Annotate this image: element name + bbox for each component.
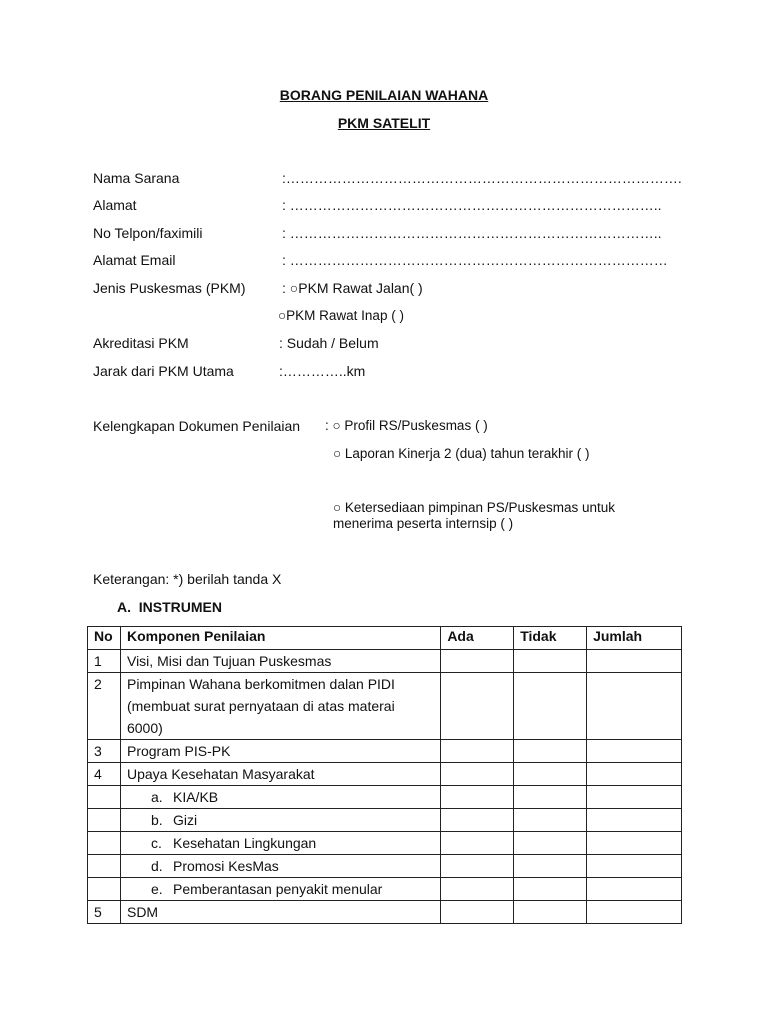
row-no (88, 878, 121, 901)
sub-letter: a. (150, 789, 163, 805)
cell-ada[interactable] (441, 832, 514, 855)
kelengkapan-label: Kelengkapan Dokumen Penilaian (93, 418, 301, 434)
field-value-rawat-inap: ○PKM Rawat Inap ( ) (278, 308, 404, 323)
row-text (120, 855, 440, 878)
table-row (88, 809, 682, 832)
cell-tidak[interactable] (514, 650, 587, 673)
cell-tidak[interactable] (514, 832, 587, 855)
cell-jumlah[interactable] (587, 740, 682, 763)
table-row (88, 901, 682, 924)
sub-letter: b. (150, 812, 163, 828)
instrumen-table (87, 626, 682, 924)
field-value-rawat-jalan: : ○PKM Rawat Jalan( ) (282, 280, 423, 296)
cell-ada[interactable] (441, 740, 514, 763)
sub-letter: d. (150, 858, 163, 874)
row-no: 1 (88, 650, 121, 673)
kelengkapan-pimpinan: ○ Ketersediaan pimpinan PS/Puskesmas untuk (333, 500, 616, 515)
cell-ada[interactable] (441, 878, 514, 901)
cell-tidak[interactable] (514, 673, 587, 740)
sub-letter: c. (150, 835, 162, 851)
section-title: INSTRUMEN (138, 599, 223, 615)
row-no (88, 809, 121, 832)
sub-text: Kesehatan Lingkungan (172, 835, 317, 851)
cell-tidak[interactable] (514, 786, 587, 809)
field-value-jarak: :…………..km (279, 363, 366, 379)
cell-tidak[interactable] (514, 878, 587, 901)
cell-jumlah[interactable] (587, 855, 682, 878)
row-text: Program PIS-PK (120, 740, 440, 763)
row-text (120, 673, 440, 740)
cell-tidak[interactable] (514, 763, 587, 786)
field-label-telpon: No Telpon/faximili (93, 225, 203, 241)
cell-ada[interactable] (441, 855, 514, 878)
row-no: 2 (88, 673, 121, 740)
kelengkapan-laporan: ○ Laporan Kinerja 2 (dua) tahun terakhir ( ) (333, 446, 590, 461)
row-no (88, 832, 121, 855)
header-tidak: Tidak (514, 627, 587, 650)
cell-jumlah[interactable] (587, 763, 682, 786)
table-header-row (88, 627, 682, 650)
table-row (88, 855, 682, 878)
cell-ada[interactable] (441, 809, 514, 832)
row-text (120, 809, 440, 832)
header-jumlah: Jumlah (587, 627, 682, 650)
cell-ada[interactable] (441, 673, 514, 740)
cell-jumlah[interactable] (587, 878, 682, 901)
header-no: No (88, 627, 121, 650)
document-title: BORANG PENILAIAN WAHANA (279, 87, 489, 103)
row-no: 4 (88, 763, 121, 786)
row-text: SDM (120, 901, 440, 924)
row-text: Visi, Misi dan Tujuan Puskesmas (120, 650, 440, 673)
sub-text: Promosi KesMas (172, 858, 279, 874)
sub-letter: e. (150, 881, 163, 897)
row-no: 3 (88, 740, 121, 763)
row-text (120, 832, 440, 855)
field-label-alamat: Alamat (93, 197, 137, 213)
header-komponen: Komponen Penilaian (120, 627, 440, 650)
row-text-line2: (membuat surat pernyataan di atas materai (126, 698, 395, 714)
section-letter: A. (117, 599, 131, 615)
field-value-alamat: : …………………………………………………………………….. (282, 197, 662, 213)
field-value-akreditasi: : Sudah / Belum (279, 335, 379, 351)
row-no (88, 786, 121, 809)
field-label-akreditasi: Akreditasi PKM (93, 335, 189, 351)
row-text (120, 786, 440, 809)
field-value-nama-sarana: :…………………………………………………………………………. (282, 170, 682, 186)
table-row (88, 878, 682, 901)
table-row (88, 673, 682, 740)
table-row (88, 763, 682, 786)
cell-ada[interactable] (441, 650, 514, 673)
row-text-line3: 6000) (126, 720, 163, 736)
cell-jumlah[interactable] (587, 809, 682, 832)
field-label-jenis-puskesmas: Jenis Puskesmas (PKM) (93, 280, 246, 296)
document-subtitle: PKM SATELIT (337, 115, 431, 131)
cell-jumlah[interactable] (587, 901, 682, 924)
cell-tidak[interactable] (514, 740, 587, 763)
cell-tidak[interactable] (514, 855, 587, 878)
field-value-email: : ……………………………………………………………………… (282, 252, 668, 268)
cell-tidak[interactable] (514, 901, 587, 924)
field-label-email: Alamat Email (93, 252, 176, 268)
table-row (88, 740, 682, 763)
field-value-telpon: : …………………………………………………………………….. (282, 225, 662, 241)
row-no: 5 (88, 901, 121, 924)
cell-jumlah[interactable] (587, 832, 682, 855)
section-heading (117, 599, 222, 615)
table-row (88, 650, 682, 673)
sub-text: Pemberantasan penyakit menular (172, 881, 383, 897)
sub-text: Gizi (172, 812, 198, 828)
row-no (88, 855, 121, 878)
row-text: Upaya Kesehatan Masyarakat (120, 763, 440, 786)
field-label-nama-sarana: Nama Sarana (93, 170, 180, 186)
cell-ada[interactable] (441, 786, 514, 809)
cell-jumlah[interactable] (587, 673, 682, 740)
kelengkapan-profil: : ○ Profil RS/Puskesmas ( ) (325, 418, 488, 433)
field-label-jarak: Jarak dari PKM Utama (93, 363, 234, 379)
cell-jumlah[interactable] (587, 786, 682, 809)
header-ada: Ada (441, 627, 514, 650)
kelengkapan-pimpinan-cont: menerima peserta internsip ( ) (333, 516, 514, 531)
row-text-line1: Pimpinan Wahana berkomitmen dalan PIDI (126, 676, 395, 692)
cell-tidak[interactable] (514, 809, 587, 832)
row-text (120, 878, 440, 901)
table-row (88, 832, 682, 855)
keterangan: Keterangan: *) berilah tanda X (93, 571, 282, 587)
cell-ada[interactable] (441, 901, 514, 924)
sub-text: KIA/KB (172, 789, 219, 805)
table-row (88, 786, 682, 809)
cell-jumlah[interactable] (587, 650, 682, 673)
cell-ada[interactable] (441, 763, 514, 786)
